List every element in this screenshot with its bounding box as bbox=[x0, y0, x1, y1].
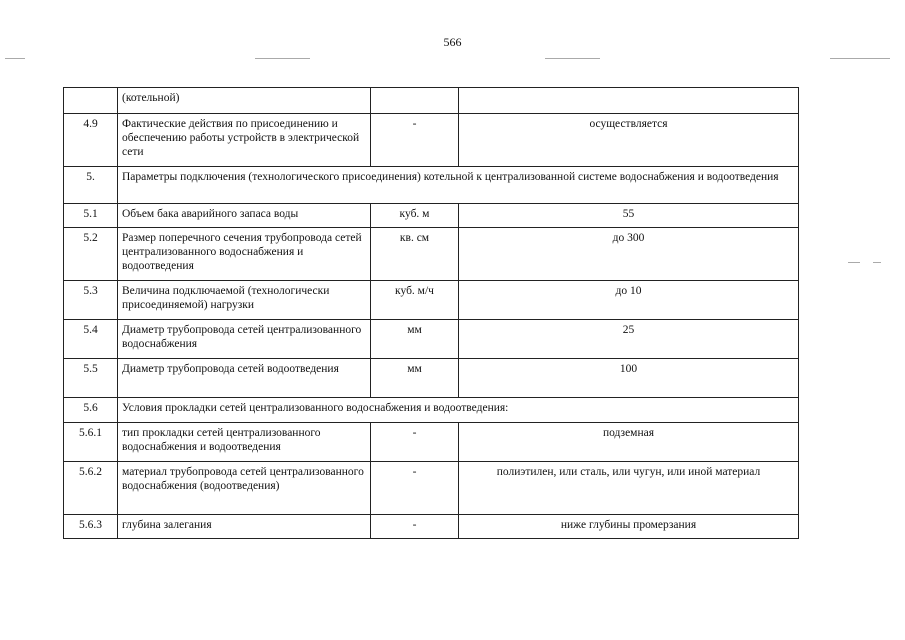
value-cell: 55 bbox=[459, 204, 799, 228]
table-row bbox=[64, 114, 799, 167]
table-row bbox=[64, 515, 799, 539]
parameter-cell: Фактические действия по присоединению и обеспечению работы устройств в электрической сети bbox=[118, 114, 371, 167]
parameter-cell: Диаметр трубопровода сетей централизованного водоснабжения bbox=[118, 320, 371, 359]
table-row bbox=[64, 204, 799, 228]
row-number-cell: 5.4 bbox=[64, 320, 118, 359]
value-cell: ниже глубины промерзания bbox=[459, 515, 799, 539]
unit-cell: куб. м/ч bbox=[371, 281, 459, 320]
parameter-cell: глубина залегания bbox=[118, 515, 371, 539]
unit-cell: - bbox=[371, 114, 459, 167]
section-title-cell: Условия прокладки сетей централизованного водоснабжения и водоотведения: bbox=[118, 398, 799, 423]
unit-cell bbox=[371, 88, 459, 114]
scan-artifact-line bbox=[873, 262, 881, 263]
value-cell: 25 bbox=[459, 320, 799, 359]
parameter-cell: Размер поперечного сечения трубопровода сетей централизованного водоснабжения и водоотведения bbox=[118, 228, 371, 281]
page-number: 566 bbox=[443, 35, 462, 49]
section-title-cell: Параметры подключения (технологического присоединения) котельной к централизованной системе водоснабжения и водоотведения bbox=[118, 167, 799, 204]
table-row bbox=[64, 320, 799, 359]
unit-cell: мм bbox=[371, 320, 459, 359]
value-cell: до 10 bbox=[459, 281, 799, 320]
scan-artifact-line bbox=[5, 58, 25, 59]
value-cell: до 300 bbox=[459, 228, 799, 281]
row-number-cell: 5.2 bbox=[64, 228, 118, 281]
unit-cell: - bbox=[371, 423, 459, 462]
unit-cell: куб. м bbox=[371, 204, 459, 228]
section-header-row bbox=[64, 398, 799, 423]
row-number-cell: 5.6.3 bbox=[64, 515, 118, 539]
row-number-cell: 5.1 bbox=[64, 204, 118, 228]
unit-cell: мм bbox=[371, 359, 459, 398]
section-header-row bbox=[64, 167, 799, 204]
value-cell: осуществляется bbox=[459, 114, 799, 167]
table-row bbox=[64, 281, 799, 320]
row-number-cell: 5.6.1 bbox=[64, 423, 118, 462]
parameter-cell: Диаметр трубопровода сетей водоотведения bbox=[118, 359, 371, 398]
parameter-cell: Объем бака аварийного запаса воды bbox=[118, 204, 371, 228]
scan-artifact-line bbox=[848, 262, 860, 263]
unit-cell: - bbox=[371, 515, 459, 539]
value-cell: 100 bbox=[459, 359, 799, 398]
table-row bbox=[64, 423, 799, 462]
table-row bbox=[64, 359, 799, 398]
unit-cell: кв. см bbox=[371, 228, 459, 281]
row-number-cell: 4.9 bbox=[64, 114, 118, 167]
scan-artifact-line bbox=[830, 58, 890, 59]
row-number-cell: 5. bbox=[64, 167, 118, 204]
table-row bbox=[64, 462, 799, 515]
row-number-cell: 5.6 bbox=[64, 398, 118, 423]
scan-artifact-line bbox=[545, 58, 600, 59]
value-cell: полиэтилен, или сталь, или чугун, или иной материал bbox=[459, 462, 799, 515]
value-cell: подземная bbox=[459, 423, 799, 462]
value-cell bbox=[459, 88, 799, 114]
parameter-cell: материал трубопровода сетей централизованного водоснабжения (водоотведения) bbox=[118, 462, 371, 515]
row-number-cell: 5.3 bbox=[64, 281, 118, 320]
parameter-cell: Величина подключаемой (технологически присоединяемой) нагрузки bbox=[118, 281, 371, 320]
specification-table bbox=[63, 87, 799, 539]
table-row bbox=[64, 88, 799, 114]
row-number-cell: 5.5 bbox=[64, 359, 118, 398]
row-number-cell bbox=[64, 88, 118, 114]
parameter-cell: (котельной) bbox=[118, 88, 371, 114]
unit-cell: - bbox=[371, 462, 459, 515]
row-number-cell: 5.6.2 bbox=[64, 462, 118, 515]
table-row bbox=[64, 228, 799, 281]
parameter-cell: тип прокладки сетей централизованного водоснабжения и водоотведения bbox=[118, 423, 371, 462]
scan-artifact-line bbox=[255, 58, 310, 59]
